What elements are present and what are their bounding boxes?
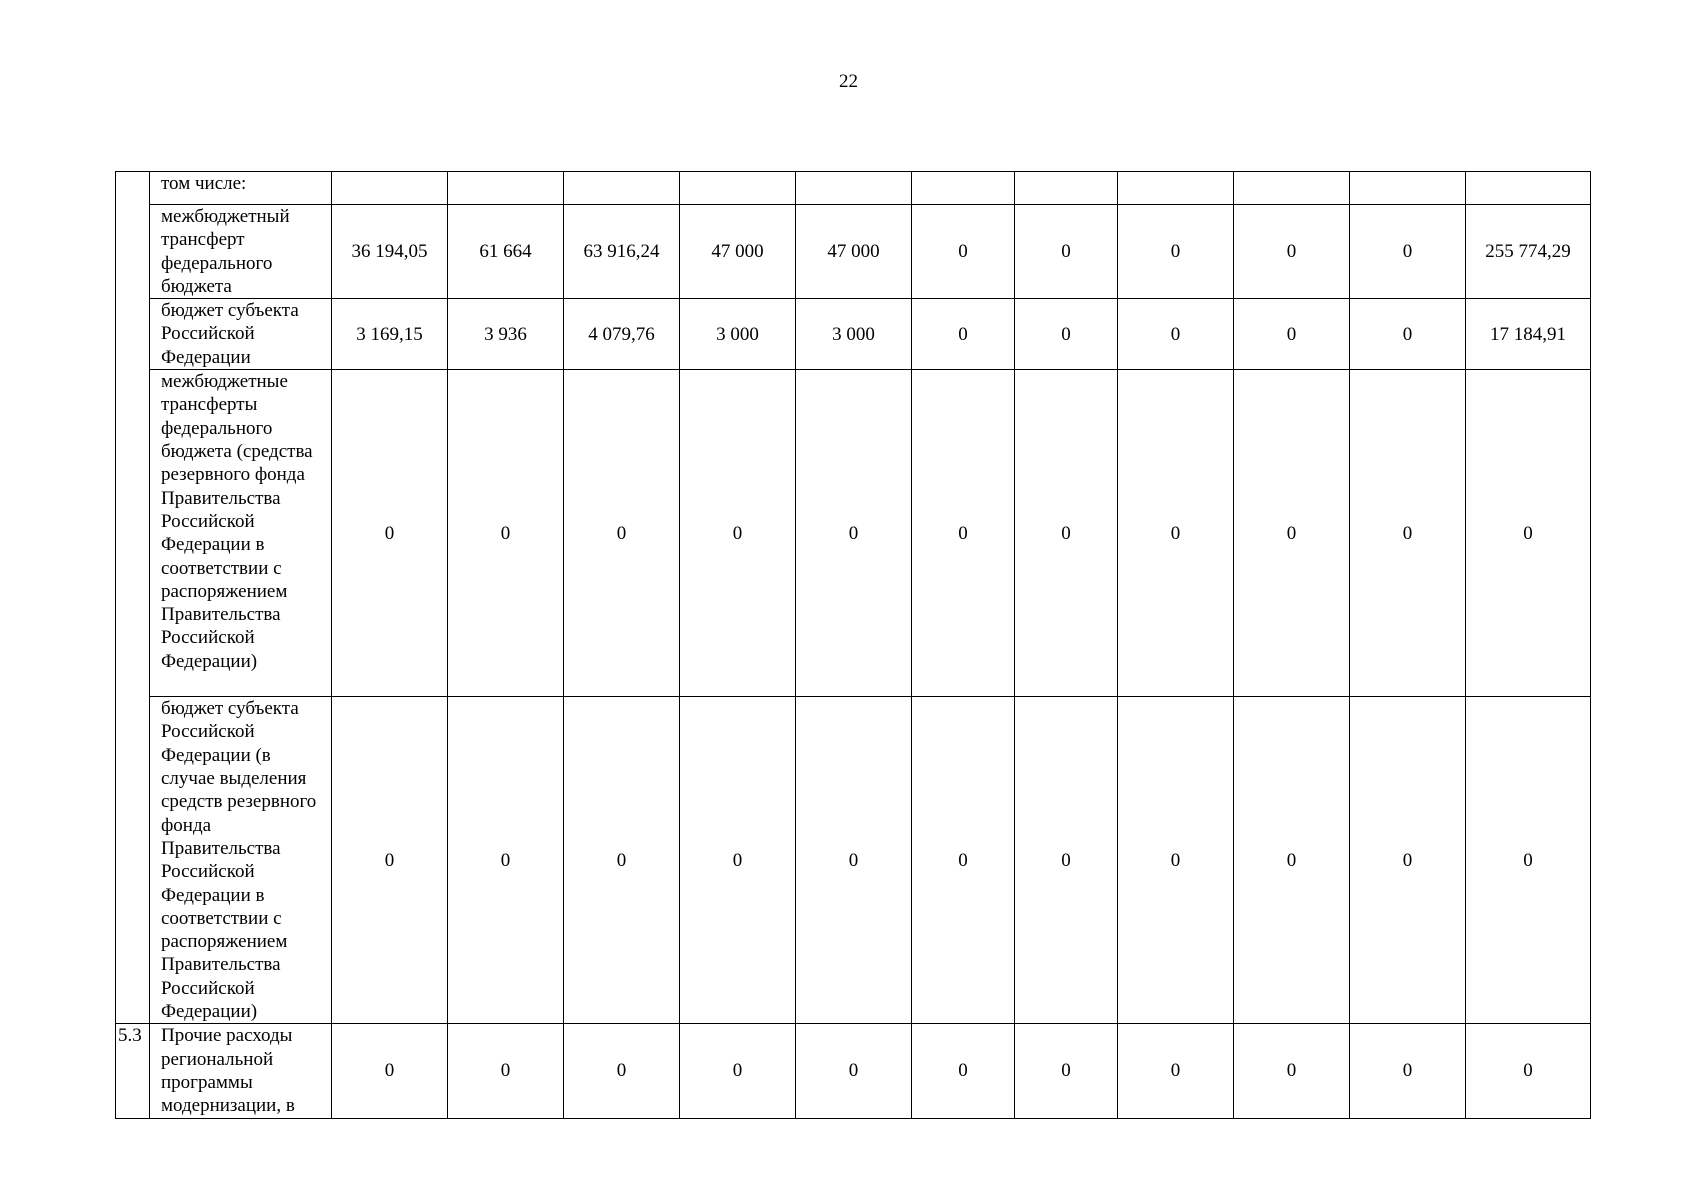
page-number: 22	[839, 71, 858, 92]
table-cell: 0	[1466, 370, 1591, 697]
table-row	[116, 205, 1591, 299]
table-cell: 47 000	[796, 205, 912, 299]
table-cell	[1234, 172, 1350, 205]
table-cell: 3 000	[680, 299, 796, 370]
table-cell: 0	[564, 370, 680, 697]
table-cell	[1015, 172, 1118, 205]
table-cell: 0	[680, 697, 796, 1024]
table-cell: 0	[1350, 205, 1466, 299]
budget-table	[115, 171, 1591, 1119]
table-cell: 0	[912, 697, 1015, 1024]
table-cell: 0	[680, 370, 796, 697]
table-cell: 0	[1118, 1024, 1234, 1118]
row-label: межбюджетные трансферты федерального бюджета (средства резервного фонда Правительства Российской Федерации в соответствии с распоряжением Правительства Российской Федерации)	[150, 370, 332, 697]
table-cell	[796, 172, 912, 205]
table-cell: 0	[796, 1024, 912, 1118]
table-cell: 0	[1350, 1024, 1466, 1118]
table-cell: 0	[912, 299, 1015, 370]
table-row	[116, 299, 1591, 370]
table-cell: 0	[448, 1024, 564, 1118]
table-cell: 0	[680, 1024, 796, 1118]
row-number	[116, 205, 150, 299]
table-cell: 17 184,91	[1466, 299, 1591, 370]
table-row	[116, 697, 1591, 1024]
table-cell: 0	[332, 370, 448, 697]
row-number	[116, 370, 150, 697]
table-row	[116, 370, 1591, 697]
table-cell	[564, 172, 680, 205]
table-cell: 0	[1234, 697, 1350, 1024]
row-label: межбюджетный трансферт федерального бюджета	[150, 205, 332, 299]
table-cell: 0	[1118, 370, 1234, 697]
table-cell: 61 664	[448, 205, 564, 299]
table-cell	[1466, 172, 1591, 205]
row-label: том числе:	[150, 172, 332, 205]
table-cell	[1350, 172, 1466, 205]
table-cell: 0	[1118, 205, 1234, 299]
row-label: Прочие расходы региональной программы модернизации, в	[150, 1024, 332, 1118]
table-cell: 0	[564, 697, 680, 1024]
table-cell: 0	[1015, 697, 1118, 1024]
table-cell	[1118, 172, 1234, 205]
table-cell: 0	[1350, 299, 1466, 370]
table-cell: 0	[1350, 697, 1466, 1024]
table-cell: 0	[912, 205, 1015, 299]
table-cell: 0	[1234, 299, 1350, 370]
table-cell: 3 169,15	[332, 299, 448, 370]
table-cell: 0	[564, 1024, 680, 1118]
table-cell: 47 000	[680, 205, 796, 299]
table-cell	[912, 172, 1015, 205]
table-cell: 0	[1466, 1024, 1591, 1118]
table-cell: 4 079,76	[564, 299, 680, 370]
table-cell: 0	[1118, 697, 1234, 1024]
table-cell: 0	[1015, 1024, 1118, 1118]
table-cell: 0	[912, 1024, 1015, 1118]
table-cell: 0	[1015, 205, 1118, 299]
table-cell: 3 936	[448, 299, 564, 370]
row-number	[116, 172, 150, 205]
table-cell: 3 000	[796, 299, 912, 370]
table-cell	[332, 172, 448, 205]
row-number	[116, 299, 150, 370]
table-cell: 0	[796, 370, 912, 697]
table-cell: 0	[1466, 697, 1591, 1024]
row-label: бюджет субъекта Российской Федерации	[150, 299, 332, 370]
table-row	[116, 1024, 1591, 1118]
table-cell: 0	[448, 697, 564, 1024]
table-cell: 0	[1350, 370, 1466, 697]
table-row	[116, 172, 1591, 205]
table-cell: 0	[796, 697, 912, 1024]
table-cell	[680, 172, 796, 205]
table-cell: 0	[1118, 299, 1234, 370]
row-label: бюджет субъекта Российской Федерации (в случае выделения средств резервного фонда Правительства Российской Федерации в соответствии с распоряжением Правительства Российской Федерации)	[150, 697, 332, 1024]
row-number	[116, 697, 150, 1024]
table-cell: 0	[1015, 299, 1118, 370]
table-cell: 255 774,29	[1466, 205, 1591, 299]
table-cell: 0	[332, 1024, 448, 1118]
table-cell: 36 194,05	[332, 205, 448, 299]
table-cell	[448, 172, 564, 205]
row-number: 5.3	[116, 1024, 150, 1118]
table-cell: 63 916,24	[564, 205, 680, 299]
table-cell: 0	[912, 370, 1015, 697]
table-cell: 0	[1234, 370, 1350, 697]
table-cell: 0	[448, 370, 564, 697]
table-cell: 0	[1234, 1024, 1350, 1118]
table-cell: 0	[332, 697, 448, 1024]
table-cell: 0	[1234, 205, 1350, 299]
table-cell: 0	[1015, 370, 1118, 697]
